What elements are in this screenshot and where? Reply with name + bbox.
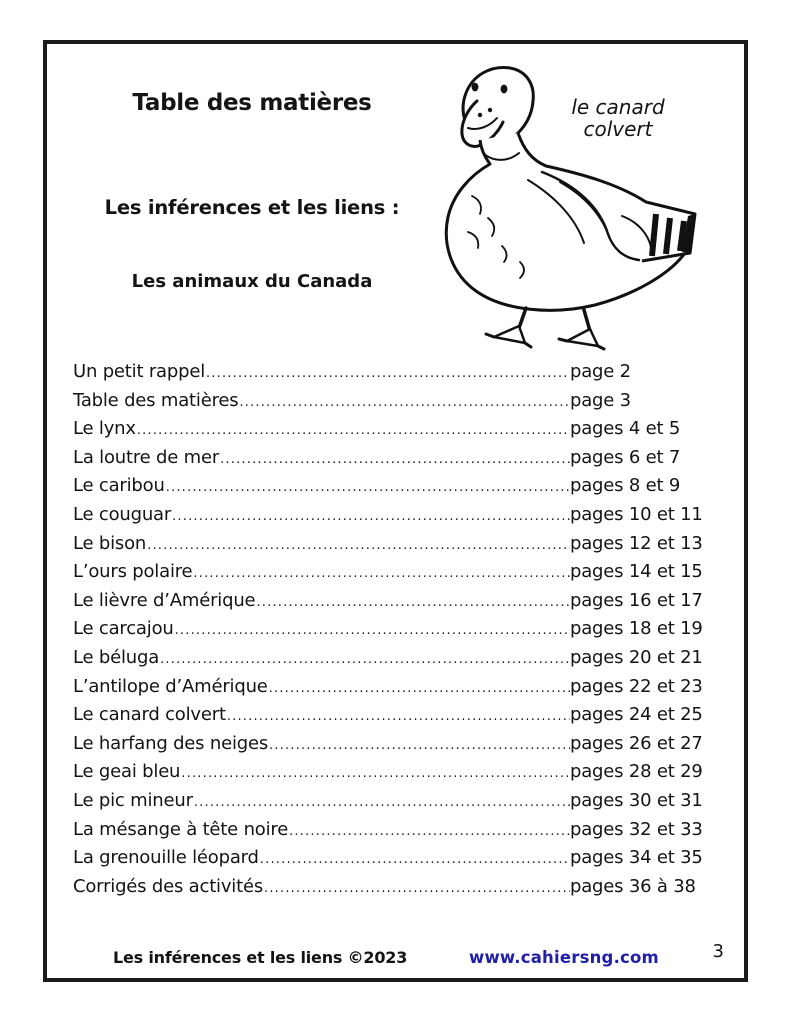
dotted-leader xyxy=(136,417,570,446)
dotted-leader xyxy=(193,789,570,818)
toc-entry-title: L’antilope d’Amérique xyxy=(73,675,268,697)
toc-entry xyxy=(73,387,718,416)
toc-entry xyxy=(73,730,718,759)
dotted-leader xyxy=(268,675,570,704)
toc-entry-title: Le lièvre d’Amérique xyxy=(73,589,256,611)
dotted-leader xyxy=(288,818,570,847)
toc-entry xyxy=(73,444,718,473)
toc-entry xyxy=(73,530,718,559)
toc-entry xyxy=(73,787,718,816)
toc-entry-title: La grenouille léopard xyxy=(73,847,259,869)
footer-page-number: 3 xyxy=(712,941,724,962)
toc-entry-pages: page 3 xyxy=(570,389,631,411)
dotted-leader xyxy=(226,703,570,732)
toc-entry-title: Le pic mineur xyxy=(73,789,193,811)
dotted-leader xyxy=(268,732,570,761)
toc-entry xyxy=(73,873,718,902)
toc-entry-pages: pages 14 et 15 xyxy=(570,561,703,583)
toc-entry-title: Le geai bleu xyxy=(73,761,181,783)
toc-entry xyxy=(73,816,718,845)
toc-entry-title: La loutre de mer xyxy=(73,446,220,468)
dotted-leader xyxy=(171,503,570,532)
toc-entry-pages: pages 36 à 38 xyxy=(570,875,696,897)
series-subtitle: Les inférences et les liens : xyxy=(104,196,400,219)
toc-entry xyxy=(73,615,718,644)
dotted-leader xyxy=(255,589,570,618)
toc-entry xyxy=(73,644,718,673)
toc-entry-pages: pages 22 et 23 xyxy=(570,675,703,697)
toc-entry xyxy=(73,844,718,873)
dotted-leader xyxy=(192,560,570,589)
dotted-leader xyxy=(263,875,570,904)
toc-entry-title: Le lynx xyxy=(73,418,136,440)
dotted-leader xyxy=(180,760,570,789)
page-border xyxy=(43,40,748,982)
toc-entry-pages: pages 32 et 33 xyxy=(570,818,703,840)
toc-entry-pages: pages 24 et 25 xyxy=(570,704,703,726)
footer-website-link[interactable]: www.cahiersng.com xyxy=(469,948,659,967)
toc-entry-pages: pages 16 et 17 xyxy=(570,589,703,611)
toc-entry-title: Le carcajou xyxy=(73,618,174,640)
toc-entry xyxy=(73,673,718,702)
toc-entry xyxy=(73,587,718,616)
toc-entry-title: Un petit rappel xyxy=(73,361,206,382)
dotted-leader xyxy=(146,532,570,561)
toc-entry-title: L’ours polaire xyxy=(73,561,193,583)
toc-entry-pages: pages 18 et 19 xyxy=(570,618,703,640)
toc-entry-pages: pages 34 et 35 xyxy=(570,847,703,869)
toc-entry-pages: pages 8 et 9 xyxy=(570,475,681,497)
footer-copyright: Les inférences et les liens ©2023 xyxy=(113,948,408,967)
page-title: Table des matières xyxy=(132,90,372,116)
dotted-leader xyxy=(159,646,570,675)
toc-entry-pages: pages 6 et 7 xyxy=(570,446,681,468)
dotted-leader xyxy=(165,474,570,503)
toc-entry-title: Le couguar xyxy=(73,503,172,525)
toc-entry xyxy=(73,415,718,444)
toc-entry-title: Le bison xyxy=(73,532,147,554)
toc-entry-pages: pages 20 et 21 xyxy=(570,646,703,668)
toc-entry xyxy=(73,501,718,530)
toc-entry-title: Le béluga xyxy=(73,646,160,668)
toc-entry-title: Le harfang des neiges xyxy=(73,732,269,754)
toc-entry-pages: pages 26 et 27 xyxy=(570,732,703,754)
toc-entry xyxy=(73,472,718,501)
toc-entry-pages: pages 4 et 5 xyxy=(570,418,681,440)
toc-entry xyxy=(73,558,718,587)
toc-entry-title: Corrigés des activités xyxy=(73,875,264,897)
dotted-leader xyxy=(174,617,570,646)
toc-entry-pages: pages 28 et 29 xyxy=(570,761,703,783)
toc-entry-title: Le canard colvert xyxy=(73,704,226,726)
toc-list xyxy=(47,358,744,901)
toc-entry-title: La mésange à tête noire xyxy=(73,818,289,840)
toc-entry-pages: page 2 xyxy=(570,361,631,382)
toc-entry-pages: pages 30 et 31 xyxy=(570,789,703,811)
toc-entry xyxy=(73,758,718,787)
toc-entry-pages: pages 10 et 11 xyxy=(570,503,703,525)
dotted-leader xyxy=(259,846,570,875)
toc-entry-title: Le caribou xyxy=(73,475,165,497)
toc-entry-title: Table des matières xyxy=(73,389,239,411)
dotted-leader xyxy=(238,389,570,418)
duck-caption: le canard colvert xyxy=(571,95,665,142)
toc-entry xyxy=(73,701,718,730)
dotted-leader xyxy=(219,446,570,475)
theme-subtitle: Les animaux du Canada xyxy=(131,271,373,292)
dotted-leader xyxy=(205,360,570,389)
toc-entry-pages: pages 12 et 13 xyxy=(570,532,703,554)
toc-entry xyxy=(73,358,718,387)
